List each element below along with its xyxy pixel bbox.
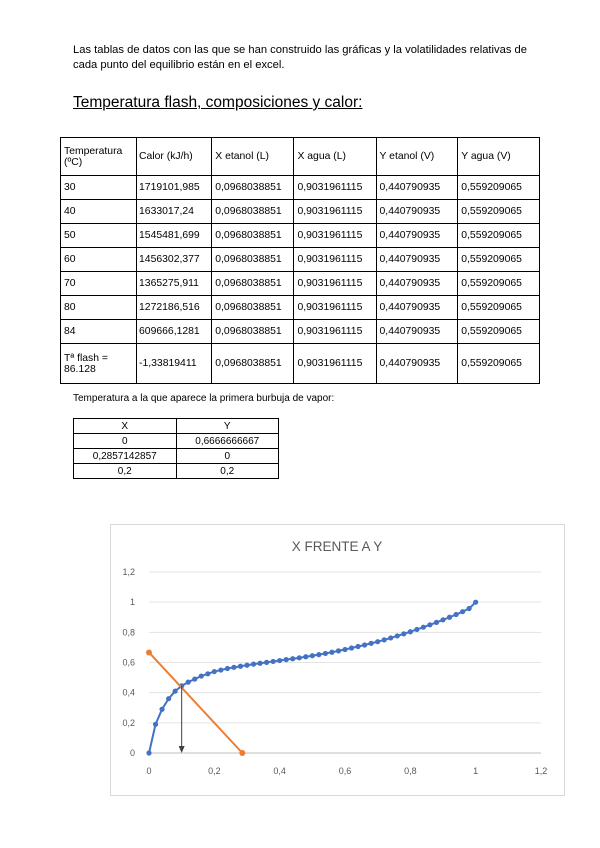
- data-point: [316, 652, 321, 657]
- data-point: [303, 654, 308, 659]
- table-row: [61, 272, 540, 296]
- table-row: [61, 344, 540, 384]
- series-line: [149, 602, 476, 753]
- data-point: [239, 750, 245, 756]
- table-cell: 0,559209065: [458, 200, 540, 224]
- data-point: [231, 665, 236, 670]
- data-point: [192, 676, 197, 681]
- table-header-cell: Calor (kJ/h): [137, 138, 212, 176]
- x-tick-label: 1,2: [534, 766, 548, 776]
- data-point: [440, 617, 445, 622]
- data-point: [434, 620, 439, 625]
- data-point: [199, 673, 204, 678]
- data-point: [153, 722, 158, 727]
- data-point: [414, 627, 419, 632]
- bubble-point-table: [73, 418, 279, 479]
- table-header-cell: Y agua (V): [458, 138, 540, 176]
- table-cell: 0,0968038851: [212, 344, 294, 384]
- table-row: [61, 200, 540, 224]
- table-cell: 0,9031961115: [294, 320, 376, 344]
- bubble-caption: Temperatura a la que aparece la primera burbuja de vapor:: [73, 393, 335, 404]
- data-point: [212, 669, 217, 674]
- data-point: [271, 659, 276, 664]
- data-point: [401, 631, 406, 636]
- data-point: [388, 635, 393, 640]
- y-tick-label: 0,8: [122, 627, 135, 638]
- table-cell: 1719101,985: [137, 176, 212, 200]
- data-point: [290, 656, 295, 661]
- data-point: [467, 606, 472, 611]
- table-cell: 0,9031961115: [294, 176, 376, 200]
- bubble-row: [74, 449, 279, 464]
- table-cell: 1456302,377: [137, 248, 212, 272]
- table-cell: 50: [61, 224, 137, 248]
- data-point: [277, 658, 282, 663]
- table-cell: 0,440790935: [376, 200, 458, 224]
- data-point: [166, 696, 171, 701]
- y-tick-label: 0,2: [122, 717, 135, 728]
- table-cell: Tª flash = 86.128: [61, 344, 137, 384]
- x-tick-label: 0,6: [338, 766, 352, 776]
- bubble-header-cell: X: [74, 419, 177, 434]
- data-point: [186, 680, 191, 685]
- intro-paragraph: Las tablas de datos con las que se han construido las gráficas y la volatilidades relativas de cada punto del equilibrio están en el excel.: [73, 44, 527, 71]
- data-point: [238, 664, 243, 669]
- table-cell: 1272186,516: [137, 296, 212, 320]
- table-cell: 0,440790935: [376, 176, 458, 200]
- table-cell: 0,9031961115: [294, 248, 376, 272]
- annotation-arrow-head: [179, 746, 185, 753]
- table-cell: 0,440790935: [376, 248, 458, 272]
- data-point: [218, 667, 223, 672]
- section-title: Temperatura flash, composiciones y calor:: [73, 94, 363, 111]
- data-point: [225, 666, 230, 671]
- data-point: [447, 615, 452, 620]
- chart-title: X FRENTE A Y: [291, 539, 383, 554]
- table-header-cell: Y etanol (V): [376, 138, 458, 176]
- table-cell: 80: [61, 296, 137, 320]
- flash-data-table: [60, 137, 540, 384]
- table-cell: 0,559209065: [458, 248, 540, 272]
- table-header-row: [61, 138, 540, 176]
- data-point: [284, 657, 289, 662]
- table-cell: 0,440790935: [376, 296, 458, 320]
- data-point: [205, 671, 210, 676]
- data-point: [329, 650, 334, 655]
- data-point: [362, 642, 367, 647]
- bubble-row: [74, 434, 279, 449]
- table-cell: 60: [61, 248, 137, 272]
- table-cell: 0,9031961115: [294, 272, 376, 296]
- bubble-cell: 0,2: [74, 464, 177, 479]
- table-cell: 0,440790935: [376, 344, 458, 384]
- table-header-cell: X etanol (L): [212, 138, 294, 176]
- table-cell: 0,440790935: [376, 320, 458, 344]
- data-point: [251, 662, 256, 667]
- data-point: [375, 639, 380, 644]
- table-cell: 70: [61, 272, 137, 296]
- table-header-cell: Temperatura (ºC): [61, 138, 137, 176]
- data-point: [473, 600, 478, 605]
- data-point: [146, 649, 152, 655]
- table-cell: 0,559209065: [458, 296, 540, 320]
- data-point: [310, 653, 315, 658]
- table-cell: 0,9031961115: [294, 344, 376, 384]
- data-point: [323, 651, 328, 656]
- table-cell: 0,0968038851: [212, 272, 294, 296]
- table-cell: 0,0968038851: [212, 296, 294, 320]
- bubble-header-row: [74, 419, 279, 434]
- table-row: [61, 296, 540, 320]
- x-tick-label: 0: [146, 766, 152, 776]
- bubble-row: [74, 464, 279, 479]
- table-row: [61, 224, 540, 248]
- bubble-cell: 0,2: [176, 464, 279, 479]
- y-tick-label: 0,4: [122, 687, 135, 698]
- table-cell: 0,9031961115: [294, 200, 376, 224]
- table-row: [61, 248, 540, 272]
- data-point: [297, 655, 302, 660]
- data-point: [369, 641, 374, 646]
- bubble-header-cell: Y: [176, 419, 279, 434]
- data-point: [342, 647, 347, 652]
- table-row: [61, 176, 540, 200]
- table-cell: 0,440790935: [376, 272, 458, 296]
- table-cell: 1365275,911: [137, 272, 212, 296]
- data-point: [382, 637, 387, 642]
- data-point: [421, 625, 426, 630]
- table-cell: 40: [61, 200, 137, 224]
- data-point: [355, 644, 360, 649]
- table-cell: 0,440790935: [376, 224, 458, 248]
- bubble-cell: 0: [74, 434, 177, 449]
- bubble-cell: 0,6666666667: [176, 434, 279, 449]
- data-point: [173, 689, 178, 694]
- table-cell: 0,0968038851: [212, 176, 294, 200]
- table-cell: 0,9031961115: [294, 224, 376, 248]
- data-point: [460, 609, 465, 614]
- y-tick-label: 0: [129, 748, 135, 758]
- data-point: [257, 661, 262, 666]
- y-tick-label: 1,2: [122, 567, 135, 577]
- table-cell: 0,559209065: [458, 320, 540, 344]
- table-cell: 0,0968038851: [212, 320, 294, 344]
- data-point: [395, 633, 400, 638]
- table-cell: 0,0968038851: [212, 200, 294, 224]
- y-tick-label: 0,6: [122, 657, 135, 668]
- table-row: [61, 320, 540, 344]
- table-cell: 30: [61, 176, 137, 200]
- y-tick-label: 1: [129, 597, 135, 608]
- table-cell: 609666,1281: [137, 320, 212, 344]
- chart-frame: [110, 524, 565, 796]
- table-header-cell: X agua (L): [294, 138, 376, 176]
- bubble-cell: 0,2857142857: [74, 449, 177, 464]
- data-point: [146, 750, 151, 755]
- data-point: [427, 622, 432, 627]
- x-tick-label: 0,4: [273, 766, 286, 776]
- table-cell: 0,559209065: [458, 224, 540, 248]
- table-cell: 0,0968038851: [212, 224, 294, 248]
- x-tick-label: 0,8: [404, 766, 417, 776]
- table-cell: 1633017,24: [137, 200, 212, 224]
- table-cell: 0,9031961115: [294, 296, 376, 320]
- x-tick-label: 1: [473, 766, 479, 776]
- x-tick-label: 0,2: [208, 766, 221, 776]
- table-cell: 0,559209065: [458, 176, 540, 200]
- table-cell: 0,559209065: [458, 272, 540, 296]
- table-cell: -1,33819411: [137, 344, 212, 384]
- x-vs-y-chart: [111, 525, 564, 795]
- table-cell: 84: [61, 320, 137, 344]
- data-point: [336, 648, 341, 653]
- table-cell: 0,0968038851: [212, 248, 294, 272]
- data-point: [453, 612, 458, 617]
- table-cell: 1545481,699: [137, 224, 212, 248]
- data-point: [349, 645, 354, 650]
- data-point: [244, 663, 249, 668]
- data-point: [408, 629, 413, 634]
- bubble-cell: 0: [176, 449, 279, 464]
- data-point: [159, 707, 164, 712]
- data-point: [264, 660, 269, 665]
- table-cell: 0,559209065: [458, 344, 540, 384]
